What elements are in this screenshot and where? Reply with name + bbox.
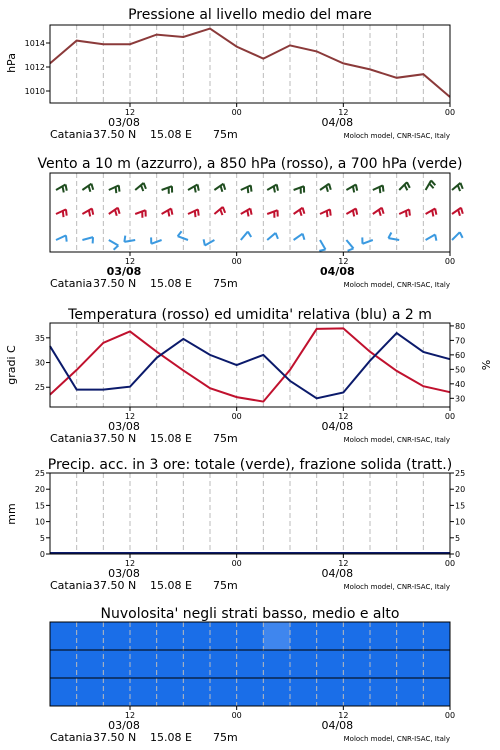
- barb-feather: [168, 210, 169, 216]
- barb-feather: [460, 183, 462, 189]
- barb-shaft: [399, 209, 409, 214]
- barb-feather: [124, 236, 125, 242]
- y-tick-label-right: 50: [455, 365, 466, 375]
- barb-feather: [326, 186, 328, 192]
- y-tick-label-right: 70: [455, 336, 466, 346]
- wind-barb: [214, 207, 225, 215]
- location-lon: 15.08 E: [150, 579, 192, 592]
- x-tick-label: 12: [124, 711, 136, 720]
- cloud-cell: [370, 650, 397, 678]
- wind-barb: [294, 234, 305, 240]
- cloud-cell: [263, 678, 290, 706]
- barb-feather: [380, 187, 381, 193]
- y-tick-label-right: 5: [455, 533, 461, 543]
- barb-feather: [388, 233, 391, 239]
- y-tick-label-right: 0: [455, 550, 461, 559]
- barb-shaft: [267, 233, 275, 240]
- barb-shaft: [373, 185, 383, 190]
- cloud-cell: [210, 622, 237, 650]
- wind-barb: [241, 185, 252, 193]
- cloud-cell: [397, 650, 424, 678]
- x-tick-label: 00: [231, 108, 242, 117]
- location-lon: 15.08 E: [150, 432, 192, 445]
- cloud-cell: [130, 650, 157, 678]
- wind-barb: [346, 185, 357, 193]
- location-name: Catania: [50, 731, 93, 744]
- cloud-cell: [210, 678, 237, 706]
- y-tick-label: 25: [34, 383, 45, 393]
- barb-feather: [303, 208, 305, 214]
- barb-shaft: [188, 209, 198, 214]
- y-tick-label: 15: [34, 501, 45, 511]
- model-credit: Moloch model, CNR-ISAC, Italy: [343, 281, 450, 289]
- wind-barb: [452, 183, 463, 191]
- wind-barb: [373, 208, 384, 216]
- barb-feather: [66, 235, 67, 241]
- location-lon: 15.08 E: [150, 731, 192, 744]
- wind-barb: [346, 240, 353, 251]
- wind-barb: [399, 209, 410, 217]
- barb-feather: [89, 210, 90, 216]
- cloud-cell: [343, 678, 370, 706]
- date-label: 04/08: [321, 420, 354, 433]
- date-label: 03/08: [108, 116, 140, 129]
- wind-barb: [388, 233, 399, 240]
- cloud-cell: [157, 678, 184, 706]
- barb-feather: [435, 235, 436, 241]
- wind-barb: [373, 185, 384, 193]
- location-elevation: 75m: [213, 432, 238, 445]
- cloud-cell: [103, 678, 130, 706]
- barb-feather: [460, 232, 463, 238]
- wind-title: Vento a 10 m (azzurro), a 850 hPa (rosso), a 700 hPa (verde): [37, 156, 463, 172]
- x-tick-label: 00: [231, 412, 242, 421]
- y-tick-label: 1012: [24, 63, 45, 72]
- wind-barb: [82, 209, 93, 217]
- wind-barb: [362, 237, 373, 243]
- barb-feather: [379, 210, 381, 216]
- barb-feather: [204, 239, 205, 245]
- wind-barb: [135, 210, 146, 218]
- cloud-cell: [183, 650, 210, 678]
- precip-panel: [5, 457, 465, 592]
- barb-feather: [429, 184, 433, 189]
- wind-barb: [188, 185, 199, 193]
- location-lat: 37.50 N: [93, 277, 137, 290]
- barb-feather: [198, 185, 199, 191]
- model-credit: Moloch model, CNR-ISAC, Italy: [343, 436, 450, 444]
- barb-feather: [356, 209, 357, 215]
- barb-feather: [458, 185, 460, 191]
- date-label: 04/08: [321, 719, 354, 732]
- location-elevation: 75m: [213, 277, 238, 290]
- temperature-panel: [5, 307, 493, 445]
- barb-feather: [353, 186, 354, 192]
- y-tick-label: 20: [34, 485, 45, 495]
- wind-barb: [241, 232, 251, 240]
- wind-barb: [188, 209, 199, 217]
- cloud-cell: [317, 678, 344, 706]
- barb-feather: [274, 186, 275, 192]
- x-tick-label: 00: [444, 412, 456, 421]
- location-lat: 37.50 N: [93, 128, 137, 141]
- barb-feather: [194, 186, 195, 192]
- cloud-cell: [210, 650, 237, 678]
- x-tick-label: 12: [124, 257, 136, 266]
- barb-shaft: [109, 185, 119, 190]
- pressure-ylabel: hPa: [5, 53, 18, 73]
- barb-feather: [66, 185, 67, 191]
- x-tick-label: 12: [124, 108, 136, 117]
- cloud-cell: [317, 622, 344, 650]
- wind-barb: [109, 185, 120, 193]
- wind-barb: [294, 186, 305, 194]
- wind-barb: [204, 239, 215, 245]
- cloud-cell: [77, 650, 104, 678]
- barb-feather: [407, 182, 410, 188]
- barb-feather: [277, 185, 278, 191]
- location-name: Catania: [50, 128, 93, 141]
- wind-barb: [56, 209, 67, 217]
- y-tick-label-right: 20: [455, 485, 466, 495]
- barb-feather: [405, 185, 408, 191]
- wind-barb: [267, 185, 278, 193]
- cloud-cell: [423, 650, 450, 678]
- barb-feather: [171, 209, 172, 215]
- barb-feather: [458, 210, 460, 216]
- date-label: 03/08: [108, 420, 140, 433]
- y-tick-label: 30: [34, 358, 45, 368]
- wind-barb: [426, 235, 437, 241]
- barb-feather: [115, 210, 117, 216]
- location-name: Catania: [50, 579, 93, 592]
- wind-barb: [109, 208, 120, 216]
- pressure-panel: [5, 7, 455, 141]
- pressure-title: Pressione al livello medio del mare: [128, 7, 372, 23]
- cloud-cell: [290, 678, 317, 706]
- barb-feather: [461, 208, 463, 214]
- wind-barb: [135, 183, 146, 191]
- x-tick-label: 12: [338, 711, 349, 720]
- cloud-cell: [263, 622, 290, 650]
- pressure-plot-frame: [50, 25, 450, 103]
- model-credit: Moloch model, CNR-ISAC, Italy: [343, 132, 450, 140]
- barb-feather: [327, 211, 328, 217]
- x-tick-label: 12: [338, 257, 349, 266]
- location-elevation: 75m: [213, 128, 238, 141]
- barb-feather: [247, 210, 248, 216]
- location-lat: 37.50 N: [93, 579, 137, 592]
- cloud-cell: [77, 678, 104, 706]
- date-label: 03/08: [108, 567, 140, 580]
- wind-barb: [426, 180, 436, 190]
- barb-feather: [319, 250, 325, 251]
- precip-plot-frame: [50, 473, 450, 554]
- cloud-cell: [103, 622, 130, 650]
- cloud-title: Nuvolosita' negli strati basso, medio e alto: [100, 606, 400, 622]
- wind-barb: [267, 233, 278, 240]
- barb-shaft: [241, 232, 248, 240]
- barb-feather: [89, 186, 91, 192]
- model-credit: Moloch model, CNR-ISAC, Italy: [343, 735, 450, 743]
- barb-feather: [431, 180, 435, 185]
- precip-title: Precip. acc. in 3 ore: totale (verde), frazione solida (tratt.): [47, 457, 453, 473]
- location-elevation: 75m: [213, 731, 238, 744]
- barb-feather: [251, 185, 252, 191]
- barb-feather: [198, 209, 199, 215]
- cloud-cell: [50, 622, 77, 650]
- barb-shaft: [388, 238, 399, 240]
- x-tick-label: 12: [124, 412, 136, 421]
- barb-feather: [432, 210, 433, 216]
- x-tick-label: 00: [231, 711, 242, 720]
- cloud-cell: [290, 622, 317, 650]
- cloud-cell: [130, 678, 157, 706]
- location-lon: 15.08 E: [150, 277, 192, 290]
- barb-feather: [178, 231, 182, 236]
- barb-feather: [248, 232, 251, 237]
- barb-feather: [223, 207, 225, 213]
- cloud-cell: [237, 678, 264, 706]
- barb-feather: [406, 211, 407, 217]
- location-lat: 37.50 N: [93, 432, 137, 445]
- x-tick-label: 00: [444, 559, 456, 568]
- wind-barb: [162, 209, 173, 217]
- barb-feather: [92, 209, 93, 215]
- precip-ylabel: mm: [5, 503, 18, 525]
- date-label: 04/08: [321, 116, 354, 129]
- cloud-cell: [343, 650, 370, 678]
- barb-shaft: [267, 210, 277, 214]
- x-tick-label: 12: [338, 559, 349, 568]
- wind-barb: [82, 184, 93, 192]
- cloud-cell: [77, 622, 104, 650]
- location-name: Catania: [50, 432, 93, 445]
- barb-feather: [221, 186, 223, 192]
- y-tick-label: 25: [34, 469, 45, 478]
- barb-feather: [119, 185, 120, 191]
- wind-barb: [294, 208, 305, 216]
- barb-feather: [276, 233, 278, 239]
- barb-shaft: [320, 240, 326, 250]
- cloud-cell: [423, 622, 450, 650]
- wind-barb: [346, 209, 357, 217]
- barb-feather: [62, 186, 63, 192]
- y-tick-label-right: 80: [455, 321, 466, 331]
- barb-shaft: [124, 240, 135, 242]
- cloud-cell: [397, 622, 424, 650]
- pressure-series-line: [50, 29, 450, 97]
- cloud-cell: [423, 678, 450, 706]
- y-tick-label: 10: [34, 517, 45, 527]
- barb-shaft: [82, 237, 93, 240]
- cloud-panel: [50, 606, 455, 744]
- barb-shaft: [178, 236, 188, 240]
- wind-barb: [56, 185, 67, 193]
- barb-feather: [300, 210, 302, 216]
- y-tick-label-right: 60: [455, 350, 466, 360]
- barb-shaft: [294, 186, 304, 190]
- barb-shaft: [426, 235, 436, 241]
- cloud-cell: [183, 622, 210, 650]
- wind-barb: [178, 231, 188, 240]
- wind-barb: [452, 232, 463, 240]
- cloud-cell: [50, 650, 77, 678]
- cloud-cell: [370, 678, 397, 706]
- barb-feather: [116, 187, 117, 193]
- location-lat: 37.50 N: [93, 731, 137, 744]
- barb-feather: [348, 248, 354, 250]
- cloud-cell: [343, 622, 370, 650]
- barb-feather: [383, 185, 384, 191]
- wind-panel: [37, 156, 462, 290]
- model-credit: Moloch model, CNR-ISAC, Italy: [343, 583, 450, 591]
- y-tick-label-right: 40: [455, 379, 466, 389]
- cloud-cell: [157, 650, 184, 678]
- barb-feather: [141, 185, 143, 191]
- wind-barb: [82, 237, 93, 243]
- barb-feather: [330, 209, 331, 215]
- y-tick-label: 0: [39, 550, 45, 559]
- location-lon: 15.08 E: [150, 128, 192, 141]
- y-tick-label-right: 25: [455, 469, 466, 478]
- wind-barb: [56, 235, 67, 241]
- barb-feather: [63, 211, 64, 217]
- cloud-cell: [103, 650, 130, 678]
- barb-feather: [353, 210, 354, 216]
- wind-barb: [399, 182, 410, 190]
- cloud-cell: [317, 650, 344, 678]
- wind-barb: [267, 210, 278, 218]
- barb-feather: [303, 234, 305, 240]
- barb-feather: [91, 184, 93, 190]
- y-tick-label-right: 30: [455, 394, 466, 404]
- humidity-ylabel: %: [480, 359, 493, 371]
- cloud-cell: [157, 622, 184, 650]
- y-tick-label-right: 10: [455, 517, 466, 527]
- wind-barb: [214, 184, 225, 192]
- barb-shaft: [452, 232, 460, 240]
- barb-shaft: [162, 186, 172, 190]
- cloud-cell: [263, 650, 290, 678]
- barb-shaft: [294, 234, 303, 240]
- temperature-ylabel: gradi C: [5, 345, 18, 385]
- wind-barb: [452, 208, 463, 216]
- wind-barb: [319, 240, 325, 251]
- barb-shaft: [320, 209, 330, 214]
- wind-barb: [241, 209, 252, 217]
- x-tick-label: 00: [444, 108, 456, 117]
- location-elevation: 75m: [213, 579, 238, 592]
- barb-feather: [248, 187, 249, 193]
- y-tick-label: 5: [39, 533, 45, 543]
- cloud-cell: [183, 678, 210, 706]
- barb-shaft: [135, 210, 145, 214]
- x-tick-label: 12: [338, 108, 349, 117]
- wind-barb: [320, 209, 331, 217]
- barb-feather: [409, 209, 410, 215]
- barb-feather: [220, 209, 222, 215]
- barb-feather: [250, 209, 251, 215]
- cloud-cell: [237, 650, 264, 678]
- y-tick-label: 1014: [24, 39, 45, 48]
- wind-barb: [162, 186, 173, 194]
- temperature-title: Temperatura (rosso) ed umidita' relativa (blu) a 2 m: [68, 307, 432, 323]
- date-label: 04/08: [321, 567, 354, 580]
- cloud-cell: [370, 622, 397, 650]
- cloud-cell: [290, 650, 317, 678]
- x-tick-label: 12: [338, 412, 349, 421]
- location-name: Catania: [50, 277, 93, 290]
- x-tick-label: 00: [231, 257, 242, 266]
- barb-shaft: [346, 240, 353, 248]
- date-label: 03/08: [108, 719, 140, 732]
- wind-barb: [426, 209, 437, 217]
- y-tick-label: 1010: [24, 87, 45, 96]
- barb-feather: [118, 208, 120, 214]
- cloud-cell: [130, 622, 157, 650]
- date-label: 04/08: [320, 265, 355, 278]
- cloud-cell: [237, 622, 264, 650]
- y-tick-label-right: 15: [455, 501, 466, 511]
- barb-feather: [223, 184, 225, 190]
- cloud-cell: [397, 678, 424, 706]
- barb-feather: [356, 185, 357, 191]
- cloud-cell: [50, 678, 77, 706]
- barb-feather: [382, 208, 384, 214]
- barb-feather: [144, 183, 146, 189]
- wind-barb: [109, 240, 119, 250]
- barb-feather: [66, 209, 67, 215]
- barb-shaft: [241, 185, 251, 190]
- x-tick-label: 00: [231, 559, 242, 568]
- x-tick-label: 12: [124, 559, 136, 568]
- y-tick-label: 35: [34, 333, 45, 343]
- barb-feather: [435, 209, 436, 215]
- barb-shaft: [56, 235, 66, 240]
- x-tick-label: 00: [444, 711, 456, 720]
- barb-shaft: [109, 240, 119, 246]
- barb-shaft: [362, 240, 372, 244]
- date-label: 03/08: [106, 265, 142, 278]
- barb-shaft: [56, 209, 66, 214]
- barb-feather: [114, 246, 119, 250]
- barb-feather: [195, 211, 196, 217]
- barb-feather: [329, 184, 331, 190]
- wind-barb: [320, 184, 331, 192]
- x-tick-label: 00: [444, 257, 456, 266]
